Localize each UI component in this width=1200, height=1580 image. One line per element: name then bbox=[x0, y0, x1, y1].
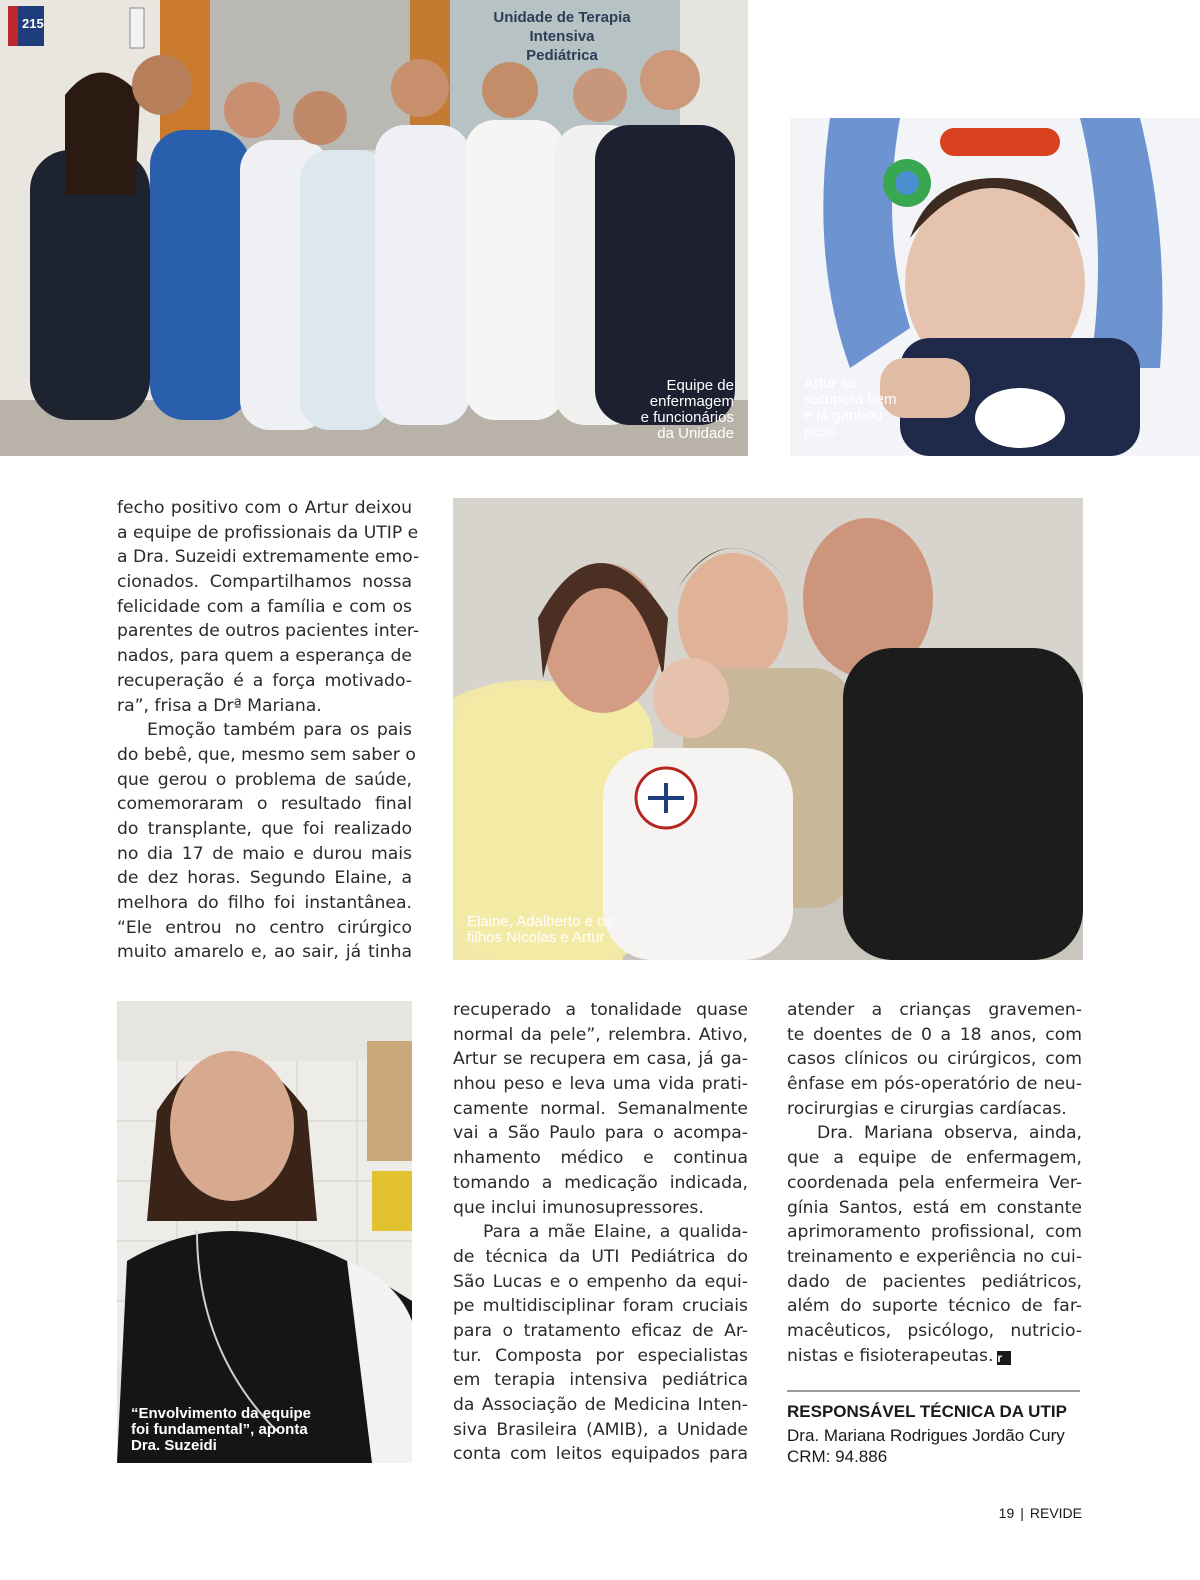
article-line: recuperação é a força motivado- bbox=[117, 670, 412, 691]
article-column-2 bbox=[453, 998, 748, 1467]
article-line: que gerou o problema de saúde, bbox=[117, 769, 412, 790]
article-line: casos clínicos ou cirúrgicos, com bbox=[787, 1049, 1082, 1070]
article-line: para o tratamento eficaz de Ar- bbox=[453, 1320, 748, 1341]
family-caption: Elaine, Adalberto e os filhos Nícolas e Artur bbox=[467, 913, 613, 946]
article-line: fecho positivo com o Artur deixou bbox=[117, 498, 412, 518]
credit-title: RESPONSÁVEL TÉCNICA DA UTIP bbox=[787, 1402, 1067, 1421]
article-line: no dia 17 de maio e durou mais bbox=[117, 843, 412, 864]
room-number: 215 bbox=[22, 16, 44, 31]
credit-name: Dra. Mariana Rodrigues Jordão Cury bbox=[787, 1426, 1065, 1445]
article-line: nados, para quem a esperança de bbox=[117, 646, 412, 667]
article-line: a Dra. Suzeidi extremamente emo- bbox=[117, 547, 420, 568]
article-line: tomando a medicação indicada, bbox=[453, 1172, 748, 1193]
article-line: que a equipe de enfermagem, bbox=[787, 1148, 1082, 1169]
article-line: recuperado a tonalidade quase bbox=[453, 1000, 748, 1020]
article-line: treinamento e experiência no cui- bbox=[787, 1246, 1082, 1267]
doctor-photo bbox=[117, 1001, 412, 1463]
family-photo-image bbox=[453, 498, 1083, 960]
doctor-photo-image bbox=[117, 1001, 412, 1463]
credit-crm: CRM: 94.886 bbox=[787, 1447, 888, 1466]
family-photo bbox=[453, 498, 1083, 960]
article-line: normal da pele”, relembra. Ativo, bbox=[453, 1024, 748, 1045]
article-line: Para a mãe Elaine, a qualida- bbox=[483, 1222, 748, 1243]
magazine-name: REVIDE bbox=[1029, 1505, 1082, 1521]
article-line: muito amarelo e, ao sair, já tinha bbox=[117, 942, 412, 963]
article-line: de técnica da UTI Pediátrica do bbox=[453, 1246, 748, 1267]
article-line: que inclui imunosupressores. bbox=[453, 1197, 704, 1218]
article-line: conta com leitos equipados para bbox=[453, 1444, 748, 1465]
article-line: nhamento médico e continua bbox=[453, 1148, 748, 1169]
article-line: vai a São Paulo para o acompa- bbox=[453, 1123, 748, 1144]
article-line: Artur se recupera em casa, já ga- bbox=[453, 1049, 748, 1070]
article-line: rocirurgias e cirurgias cardíacas. bbox=[787, 1098, 1067, 1119]
article-line: pe multidisciplinar foram cruciais bbox=[453, 1296, 748, 1317]
article-line: em terapia intensiva pediátrica bbox=[453, 1370, 748, 1391]
article-line: São Lucas e o empenho da equi- bbox=[453, 1271, 748, 1292]
article-line: Dra. Mariana observa, ainda, bbox=[817, 1123, 1082, 1144]
team-photo-image bbox=[0, 0, 748, 456]
article-line: atender a crianças gravemen- bbox=[787, 1000, 1082, 1020]
article-line: siva Brasileira (AMIB), a Unidade bbox=[453, 1419, 748, 1440]
credit-divider bbox=[787, 1390, 1080, 1392]
article-line: Emoção também para os pais bbox=[147, 720, 412, 741]
article-line: de dez horas. Segundo Elaine, a bbox=[117, 868, 412, 889]
folio-separator: | bbox=[1020, 1505, 1024, 1521]
article-line: a equipe de profissionais da UTIP e bbox=[117, 522, 419, 543]
article-line: felicidade com a família e com os bbox=[117, 596, 412, 617]
doctor-caption: “Envolvimento da equipe foi fundamental”, aponta Dra. Suzeidi bbox=[131, 1405, 312, 1454]
page-footer bbox=[999, 1505, 1082, 1521]
article-line: tur. Composta por especialistas bbox=[453, 1345, 748, 1366]
article-line: nistas e fisioterapeutas. r bbox=[787, 1344, 1082, 1369]
team-photo bbox=[0, 0, 748, 456]
article-column-1 bbox=[117, 496, 420, 965]
article-line: te doentes de 0 a 18 anos, com bbox=[787, 1024, 1082, 1045]
article-line: aprimoramento profissional, com bbox=[787, 1222, 1082, 1243]
article-line: além do suporte técnico de far- bbox=[787, 1296, 1082, 1317]
baby-photo bbox=[790, 118, 1200, 456]
end-of-article-mark: r bbox=[997, 1351, 1011, 1365]
article-line: macêuticos, psicólogo, nutricio- bbox=[787, 1320, 1082, 1341]
team-caption: Equipe de enfermagem e funcionários da Unidade bbox=[640, 377, 734, 442]
article-line: nhou peso e leva uma vida prati- bbox=[453, 1074, 748, 1095]
article-line: do bebê, que, mesmo sem saber o bbox=[117, 744, 416, 765]
article-line: comemoraram o resultado final bbox=[117, 794, 412, 815]
article-line: da Associação de Medicina Inten- bbox=[453, 1395, 748, 1415]
article-column-3 bbox=[787, 998, 1082, 1368]
article-line: parentes de outros pacientes inter- bbox=[117, 621, 420, 642]
article-line: coordenada pela enfermeira Ver- bbox=[787, 1172, 1082, 1193]
page-number: 19 bbox=[998, 1505, 1015, 1521]
article-line: gínia Santos, está em constante bbox=[787, 1197, 1082, 1218]
door-sign: Unidade de Terapia Intensiva Pediátrica bbox=[493, 9, 631, 64]
article-line: dado de pacientes pediátricos, bbox=[787, 1271, 1082, 1292]
article-line: do transplante, que foi realizado bbox=[117, 818, 412, 839]
article-line: “Ele entrou no centro cirúrgico bbox=[117, 917, 412, 938]
article-line: ra”, frisa a Drª Mariana. bbox=[117, 695, 322, 716]
article-line: melhora do filho foi instantânea. bbox=[117, 893, 412, 913]
article-line: cionados. Compartilhamos nossa bbox=[117, 572, 412, 593]
baby-caption: Artur se recupera bem e já ganhou peso bbox=[804, 375, 897, 440]
article-line: ênfase em pós-operatório de neu- bbox=[787, 1074, 1082, 1095]
article-line: camente normal. Semanalmente bbox=[453, 1098, 748, 1119]
